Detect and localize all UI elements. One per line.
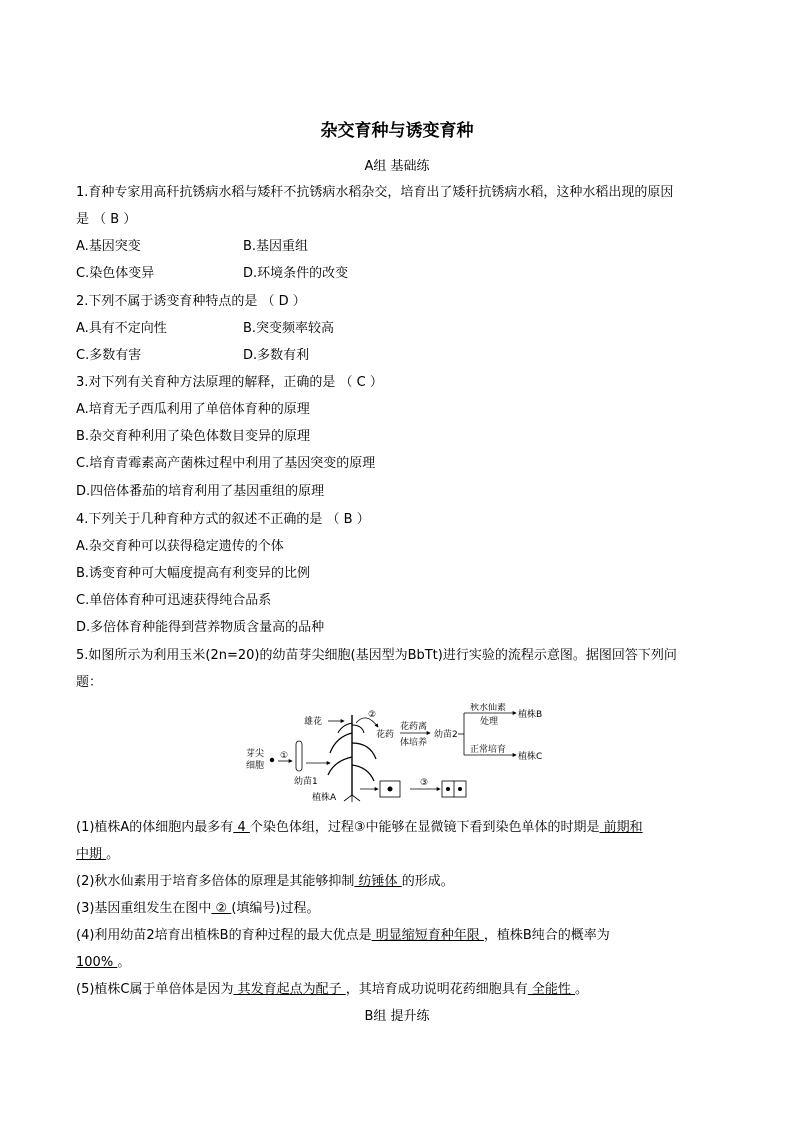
q5-sub1-text-c: 个染色体组，过程③中能够在显微镜下看到染色单体的时期是 — [249, 820, 600, 835]
daughter-nucleus-1 — [446, 787, 450, 791]
label-huayao: 花药 — [376, 730, 395, 740]
label-zhizhuC: 植株C — [518, 752, 543, 762]
q5-sub4-line1 — [76, 924, 610, 943]
label-youmiao2: 幼苗2 — [434, 730, 458, 740]
q5-stem-line1: 5.如图所示为利用玉米(2n=20)的幼苗芽尖细胞(基因型为BbTt)进行实验的流程示意图。据图回答下列问 — [76, 648, 677, 663]
q4-option-a: A.杂交育种可以获得稳定遗传的个体 — [76, 539, 284, 554]
label-xionghua: 雄花 — [304, 717, 323, 727]
label-chuli: 处理 — [480, 717, 499, 727]
q5-sub4-text-a: (4)利用幼苗2培育出植株B的育种过程的最大优点是 — [76, 928, 372, 943]
q5-sub1-line1 — [76, 816, 643, 835]
q5-sub5-end: 。 — [575, 982, 589, 997]
q5-sub1-text-a: (1)植株A的体细胞内最多有 — [76, 820, 234, 835]
q5-sub4-answer-1: 明显缩短育种年限 — [371, 928, 484, 943]
q1-stem-line1: 1.育种专家用高秆抗锈病水稻与矮秆不抗锈病水稻杂交，培育出了矮秆抗锈病水稻，这种水稻出现的原因 — [76, 185, 674, 200]
q5-sub3-text-c: (填编号)过程。 — [231, 901, 320, 916]
label-pei: 体培养 — [400, 738, 428, 748]
group-a-heading: A组 基础练 — [364, 159, 430, 174]
q2-option-a: A.具有不定向性 — [76, 321, 167, 336]
q1-stem-line2: 是 （ B ） — [76, 212, 137, 227]
q5-sub5-answer-2: 全能性 — [527, 982, 576, 997]
q4-stem: 4.下列关于几种育种方式的叙述不正确的是 （ B ） — [76, 512, 370, 527]
label-zhengchang: 正常培育 — [470, 745, 507, 755]
group-b-heading: B组 提升练 — [364, 1009, 430, 1024]
q5-sub2 — [76, 870, 454, 889]
label-xibao: 细胞 — [246, 761, 265, 771]
q5-sub1-answer-2b: 中期 — [76, 847, 107, 862]
page-title: 杂交育种与诱变育种 — [320, 121, 474, 141]
q5-sub4-text-c: ，植株B纯合的概率为 — [483, 928, 610, 943]
label-zhizhuB: 植株B — [518, 710, 543, 720]
q5-sub4-answer-2: 100% — [76, 955, 118, 970]
cell-dot — [270, 758, 274, 762]
q2-option-c: C.多数有害 — [76, 348, 142, 363]
q5-sub2-text-c: 的形成。 — [401, 874, 454, 889]
label-yajian: 芽尖 — [246, 749, 265, 759]
label-qiushui: 秋水仙素 — [470, 703, 507, 713]
q3-option-c: C.培育青霉素高产菌株过程中利用了基因突变的原理 — [76, 456, 376, 471]
q1-option-b: B.基因重组 — [243, 239, 309, 254]
q5-sub5-text-c: ，其培育成功说明花药细胞具有 — [345, 982, 528, 997]
q1-option-a: A.基因突变 — [76, 239, 141, 254]
q4-option-c: C.单倍体育种可迅速获得纯合品系 — [76, 593, 272, 608]
q1-option-d: D.环境条件的改变 — [243, 266, 349, 281]
label-circle2: ② — [368, 710, 377, 720]
q2-option-d: D.多数有利 — [243, 348, 310, 363]
q2-option-b: B.突变频率较高 — [243, 321, 335, 336]
label-zhizhuA: 植株A — [312, 793, 337, 803]
q5-sub1-end: 。 — [106, 847, 120, 862]
breeding-flow-diagram — [244, 703, 564, 803]
q5-sub2-text-a: (2)秋水仙素用于培育多倍体的原理是其能够抑制 — [76, 874, 355, 889]
q3-stem: 3.对下列有关育种方法原理的解释，正确的是 （ C ） — [76, 375, 383, 390]
cell-nucleus — [388, 787, 393, 792]
label-circle3: ③ — [420, 778, 429, 788]
q4-option-b: B.诱变育种可大幅度提高有利变异的比例 — [76, 566, 311, 581]
q5-stem-line2: 题： — [76, 675, 103, 690]
label-circle1: ① — [280, 751, 289, 761]
q2-stem: 2.下列不属于诱变育种特点的是 （ D ） — [76, 294, 306, 309]
label-lity: 花药离 — [400, 722, 428, 732]
q5-sub5-text-a: (5)植株C属于单倍体是因为 — [76, 982, 234, 997]
q5-sub1-line2 — [76, 843, 119, 862]
q5-sub1-answer-1: 4 — [233, 820, 250, 835]
q4-option-d: D.多倍体育种能得到营养物质含量高的品种 — [76, 620, 325, 635]
q3-option-d: D.四倍体番茄的培育利用了基因重组的原理 — [76, 484, 325, 499]
q1-option-c: C.染色体变异 — [76, 266, 155, 281]
q5-sub3 — [76, 897, 320, 916]
q5-sub4-end: 。 — [117, 955, 131, 970]
q5-sub5-answer-1: 其发育起点为配子 — [233, 982, 346, 997]
q5-sub2-answer: 纺锤体 — [354, 874, 402, 889]
daughter-nucleus-2 — [458, 787, 462, 791]
q5-sub4-line2 — [76, 951, 130, 970]
test-tube-icon — [296, 741, 302, 771]
q5-sub5 — [76, 978, 588, 997]
q3-option-b: B.杂交育种利用了染色体数目变异的原理 — [76, 429, 311, 444]
q3-option-a: A.培育无子西瓜利用了单倍体育种的原理 — [76, 402, 310, 417]
q5-sub1-answer-2a: 前期和 — [599, 820, 643, 835]
label-youmiao1: 幼苗1 — [294, 777, 318, 787]
q5-sub3-answer: ② — [211, 901, 232, 916]
q5-sub3-text-a: (3)基因重组发生在图中 — [76, 901, 212, 916]
